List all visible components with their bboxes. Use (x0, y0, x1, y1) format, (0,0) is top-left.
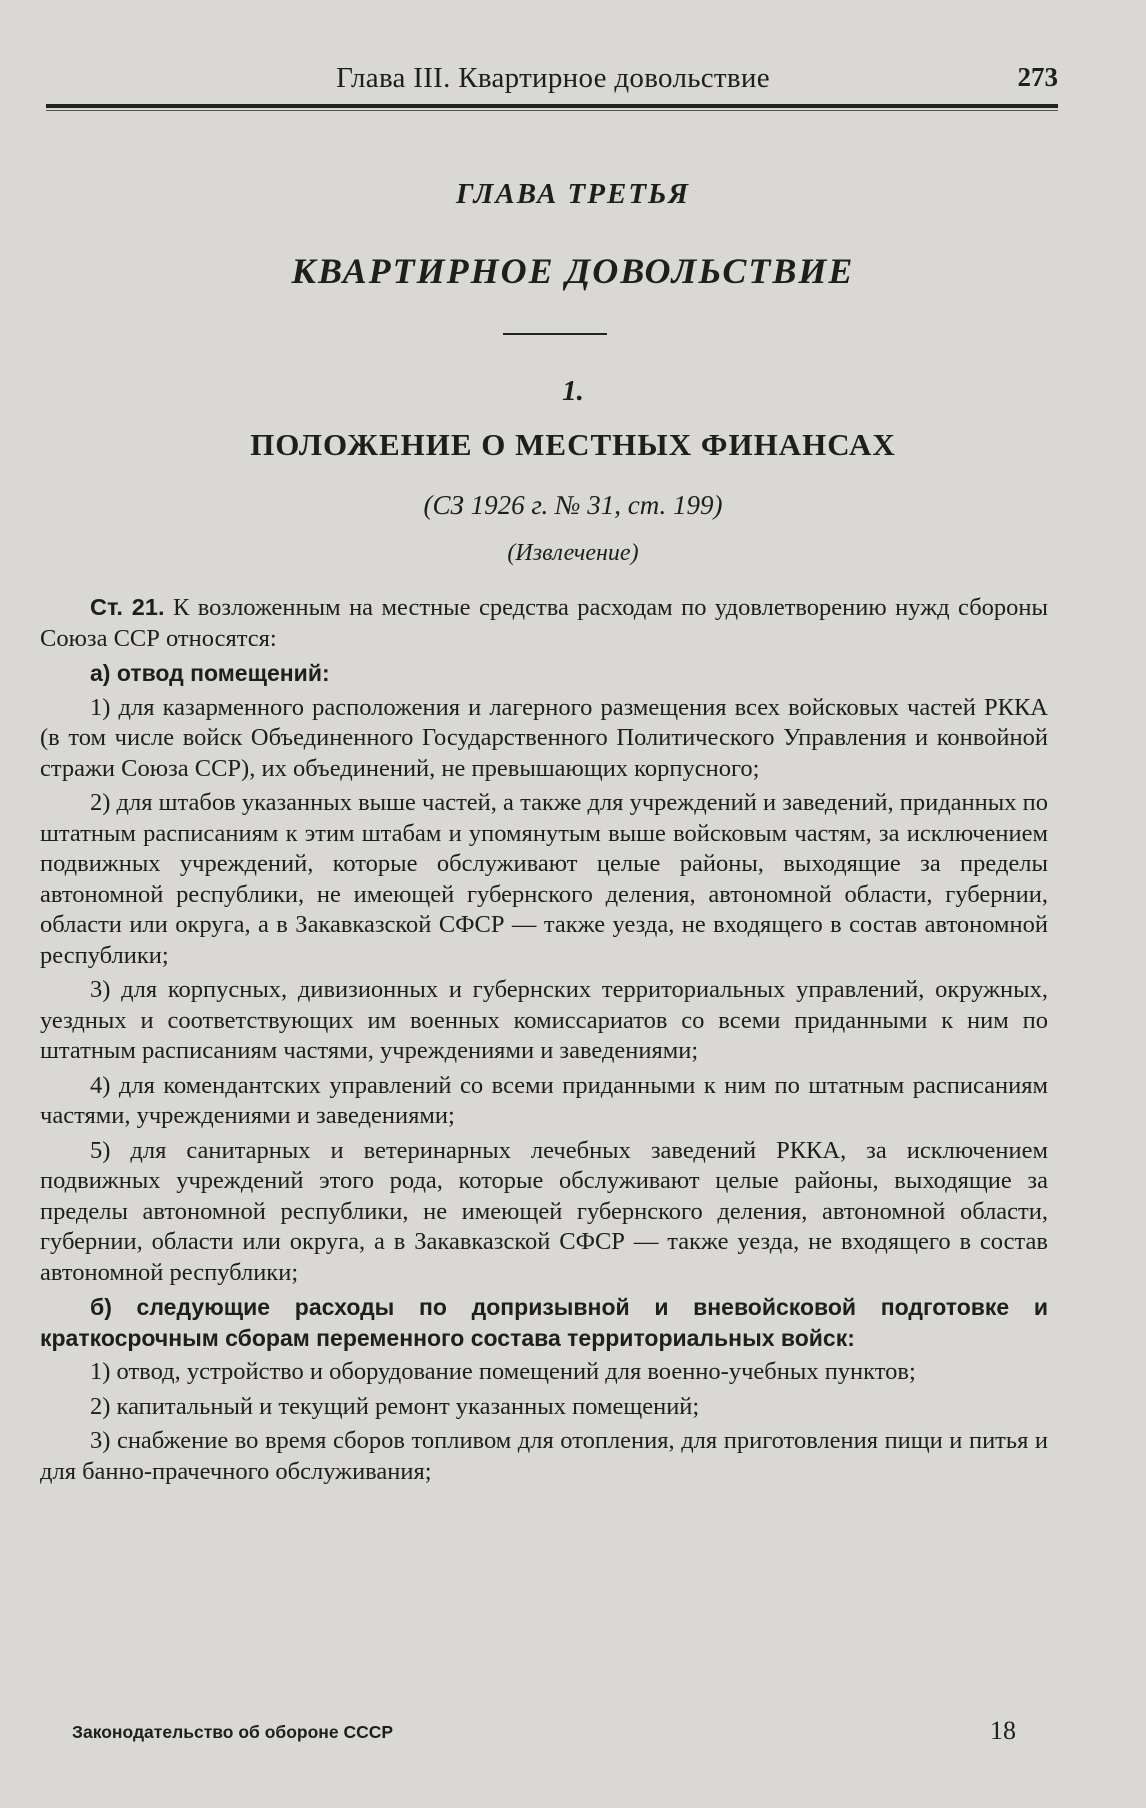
header-rule (46, 104, 1058, 111)
running-head (48, 62, 1058, 106)
item-b1: 1) отвод, устройство и оборудование помещений для военно-учебных пунктов; (90, 1358, 916, 1385)
article-intro-text: К возложенным на местные средства расходам по удовлетворению нужд сбороны Союза ССР относятся: (40, 594, 1048, 652)
item-b3: 3) снабжение во время сборов топливом для отопления, для приготовления пищи и питья и для банно-прачечного обслуживания; (40, 1427, 1048, 1485)
excerpt-note: (Извлечение) (507, 540, 639, 566)
sheet-number: 18 (990, 1716, 1016, 1745)
page-number: 273 (1017, 62, 1058, 92)
chapter-label: ГЛАВА ТРЕТЬЯ (455, 178, 691, 210)
item-b2: 2) капитальный и текущий ремонт указанных помещений; (90, 1392, 700, 1420)
item-a3: 3) для корпусных, дивизионных и губернских территориальных управлений, окружных, уездных и соответствующих им военных комиссариатов со всеми приданными к ним по штатным расписаниям частями, учреждениями и заведениями; (40, 976, 1048, 1064)
title-divider (503, 333, 607, 335)
article-body (40, 592, 1048, 1491)
section-number: 1. (562, 375, 584, 407)
subheading-a: а) отвод помещений: (90, 660, 330, 686)
subheading-b: б) следующие расходы по допризывной и вневойсковой подготовке и краткосрочным сборам переменного состава территориальных войск: (40, 1294, 1048, 1351)
section-title: ПОЛОЖЕНИЕ О МЕСТНЫХ ФИНАНСАХ (250, 427, 896, 462)
source-reference: (СЗ 1926 г. № 31, ст. 199) (423, 490, 723, 520)
item-a2: 2) для штабов указанных выше частей, а также для учреждений и заведений, приданных по штатным расписаниям к этим штабам и упомянутым выше войсковым частям, за исключением подвижных учреждений, которые обслуживают целые районы, выходящие за пределы автономной республики, не имеющей губернского деления, автономной области, губернии, области или округа, а в Закавказской СФСР — также уезда, не входящего в состав автономной республики; (40, 789, 1048, 969)
item-a1: 1) для казарменного расположения и лагерного размещения всех войсковых частей РККА (в том числе войск Объединенного Государственного Политического Управления и конвойной стражи Союза ССР), их объединений, не превышающих корпусного; (40, 693, 1048, 782)
running-head-title: Глава III. Квартирное довольствие (336, 62, 770, 94)
item-a5: 5) для санитарных и ветеринарных лечебных заведений РККА, за исключением подвижных учреждений этого рода, которые обслуживают целые районы, выходящие за пределы автономной республики, не имеющей губернского деления, автономной области, губернии, области или округа, а в Закавказской СФСР — также уезда, не входящего в состав автономной республики; (40, 1136, 1048, 1286)
chapter-title: КВАРТИРНОЕ ДОВОЛЬСТВИЕ (291, 251, 855, 291)
item-a4: 4) для комендантских управлений со всеми приданными к ним по штатным расписаниям частями, учреждениями и заведениями; (40, 1071, 1048, 1129)
article-label: Ст. 21. (90, 594, 165, 620)
article-intro-paragraph (40, 592, 1048, 654)
footer-source: Законодательство об обороне СССР (72, 1722, 394, 1742)
